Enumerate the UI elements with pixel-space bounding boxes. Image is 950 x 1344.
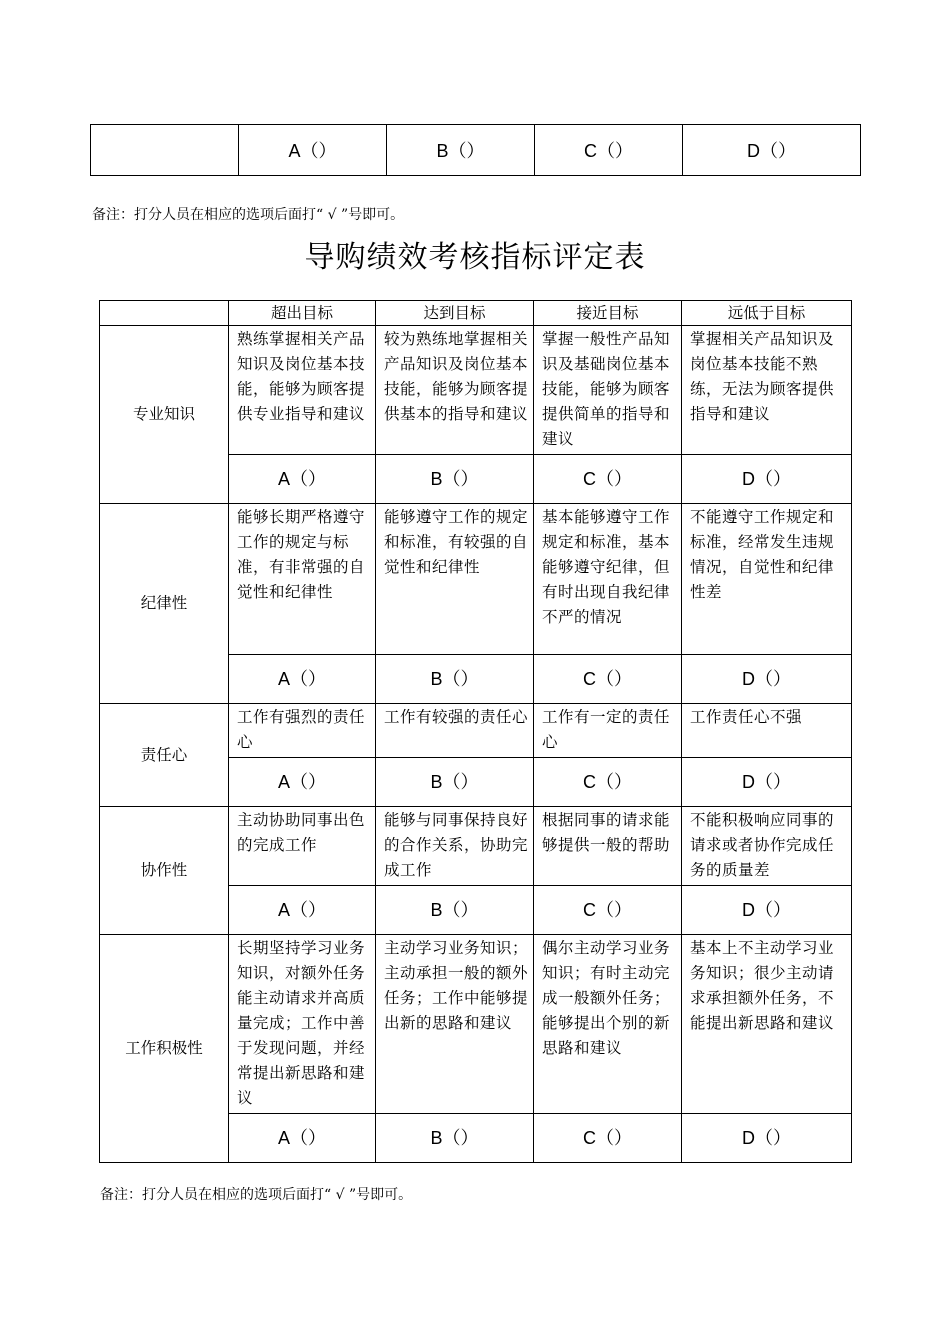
description-cell: 基本上不主动学习业务知识；很少主动请求承担额外任务，不能提出新思路和建议 <box>682 935 852 1114</box>
option-a[interactable]: A（） <box>229 886 376 935</box>
description-cell: 基本能够遵守工作规定和标准，基本能够遵守纪律，但有时出现自我纪律不严的情况 <box>534 504 682 655</box>
description-cell: 能够遵守工作的规定和标准，有较强的自觉性和纪律性 <box>376 504 534 655</box>
option-a[interactable]: A（） <box>229 758 376 807</box>
option-c[interactable]: C（） <box>534 758 682 807</box>
option-c[interactable]: C（） <box>534 655 682 704</box>
description-cell: 主动学习业务知识；主动承担一般的额外任务；工作中能够提出新的思路和建议 <box>376 935 534 1114</box>
table-row <box>100 807 852 886</box>
description-cell: 工作有一定的责任心 <box>534 704 682 758</box>
option-d[interactable]: D（） <box>682 758 852 807</box>
description-cell: 主动协助同事出色的完成工作 <box>229 807 376 886</box>
description-cell: 不能积极响应同事的请求或者协作完成任务的质量差 <box>682 807 852 886</box>
table-row <box>100 326 852 455</box>
description-cell: 不能遵守工作规定和标准，经常发生违规情况，自觉性和纪律性差 <box>682 504 852 655</box>
header-exceed: 超出目标 <box>229 301 376 326</box>
page-title: 导购绩效考核指标评定表 <box>304 240 646 275</box>
evaluation-table <box>99 300 852 1163</box>
option-d[interactable]: D（） <box>682 1114 852 1163</box>
option-c[interactable]: C（） <box>534 886 682 935</box>
option-a[interactable]: A（） <box>229 655 376 704</box>
note-bottom: 备注：打分人员在相应的选项后面打“ √ ”号即可。 <box>100 1187 413 1203</box>
option-d[interactable]: D（） <box>682 886 852 935</box>
top-option-c[interactable]: C（） <box>535 125 683 176</box>
description-cell: 较为熟练地掌握相关产品知识及岗位基本技能，能够为顾客提供基本的指导和建议 <box>376 326 534 455</box>
option-d[interactable]: D（） <box>682 655 852 704</box>
header-below: 远低于目标 <box>682 301 852 326</box>
description-cell: 工作责任心不强 <box>682 704 852 758</box>
category-cell: 协作性 <box>100 807 229 935</box>
option-c[interactable]: C（） <box>534 455 682 504</box>
table-row <box>100 504 852 655</box>
option-d[interactable]: D（） <box>682 455 852 504</box>
description-cell: 工作有较强的责任心 <box>376 704 534 758</box>
description-cell: 能够与同事保持良好的合作关系，协助完成工作 <box>376 807 534 886</box>
top-option-b[interactable]: B（） <box>387 125 535 176</box>
header-empty <box>100 301 229 326</box>
description-cell: 熟练掌握相关产品知识及岗位基本技能，能够为顾客提供专业指导和建议 <box>229 326 376 455</box>
description-cell: 根据同事的请求能够提供一般的帮助 <box>534 807 682 886</box>
top-option-a[interactable]: A（） <box>239 125 387 176</box>
option-b[interactable]: B（） <box>376 655 534 704</box>
description-cell: 能够长期严格遵守工作的规定与标准，有非常强的自觉性和纪律性 <box>229 504 376 655</box>
category-cell: 责任心 <box>100 704 229 807</box>
description-cell: 工作有强烈的责任心 <box>229 704 376 758</box>
note-top: 备注：打分人员在相应的选项后面打“ √ ”号即可。 <box>92 207 405 223</box>
option-b[interactable]: B（） <box>376 886 534 935</box>
header-row <box>100 301 852 326</box>
category-cell: 纪律性 <box>100 504 229 704</box>
top-rating-table <box>90 124 861 176</box>
top-rating-row <box>91 125 861 176</box>
description-cell: 掌握一般性产品知识及基础岗位基本技能，能够为顾客提供简单的指导和建议 <box>534 326 682 455</box>
option-c[interactable]: C（） <box>534 1114 682 1163</box>
top-empty-cell <box>91 125 239 176</box>
description-cell: 长期坚持学习业务知识，对额外任务能主动请求并高质量完成；工作中善于发现问题，并经常提出新思路和建议 <box>229 935 376 1114</box>
description-cell: 掌握相关产品知识及岗位基本技能不熟练，无法为顾客提供指导和建议 <box>682 326 852 455</box>
category-cell: 工作积极性 <box>100 935 229 1163</box>
option-b[interactable]: B（） <box>376 455 534 504</box>
header-meet: 达到目标 <box>376 301 534 326</box>
table-row <box>100 935 852 1114</box>
top-option-d[interactable]: D（） <box>683 125 861 176</box>
description-cell: 偶尔主动学习业务知识；有时主动完成一般额外任务；能够提出个别的新思路和建议 <box>534 935 682 1114</box>
option-b[interactable]: B（） <box>376 1114 534 1163</box>
option-a[interactable]: A（） <box>229 1114 376 1163</box>
table-row <box>100 704 852 758</box>
option-b[interactable]: B（） <box>376 758 534 807</box>
option-a[interactable]: A（） <box>229 455 376 504</box>
category-cell: 专业知识 <box>100 326 229 504</box>
header-near: 接近目标 <box>534 301 682 326</box>
